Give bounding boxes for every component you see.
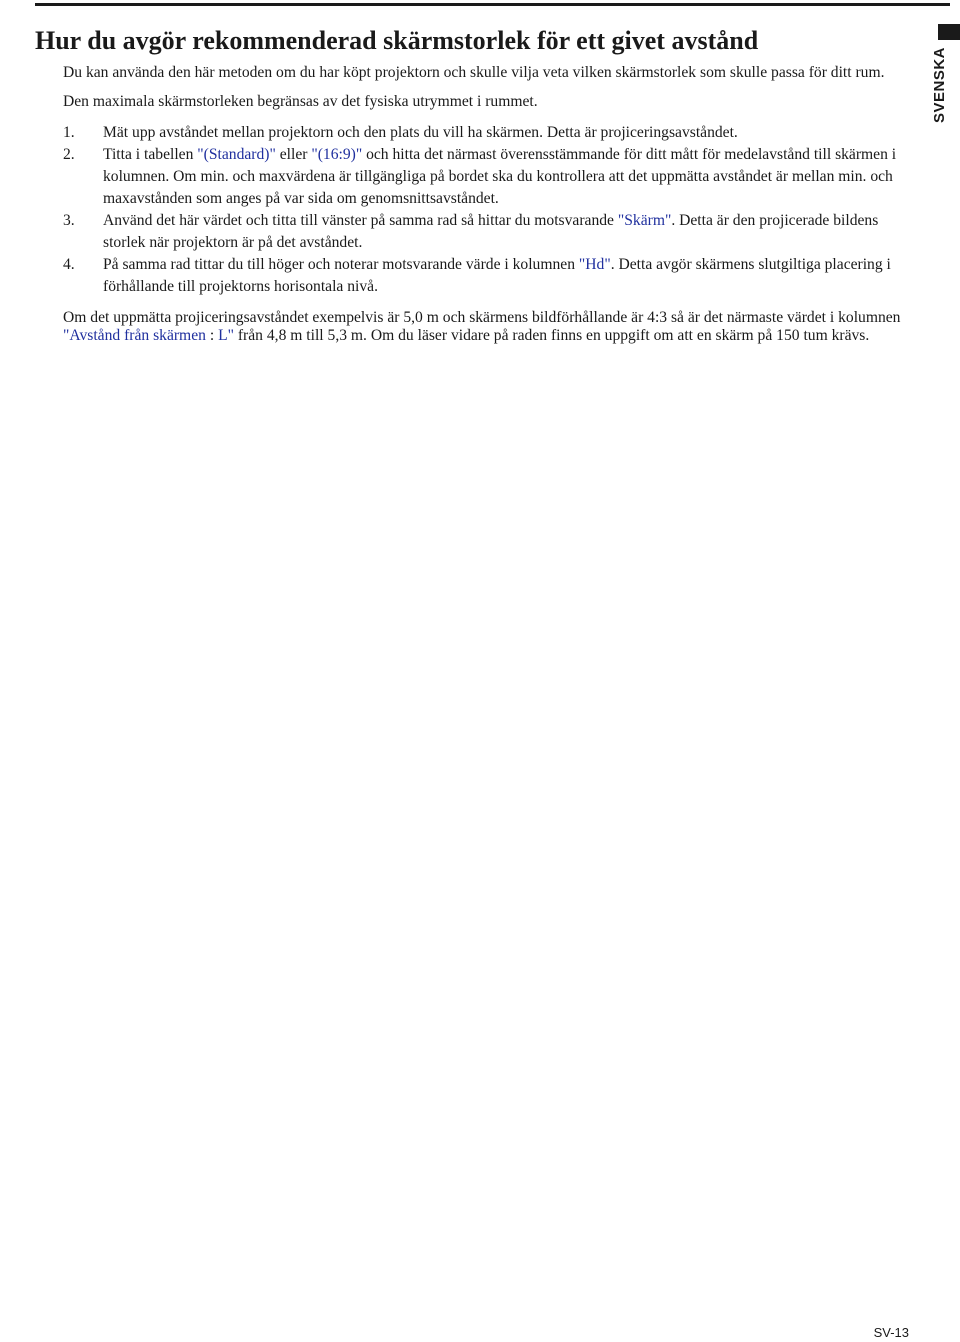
step-text: och hitta det närmast överensstämmande för ditt mått för medelavstånd till skärmen i kolumnen. Om min. och maxvärdena är tillgängliga på bordet ska du kontrollera att det uppmätta avståndet är mellan min. och maxavstånden som anges på var sida om genomsnittsavståndet. (103, 146, 897, 207)
intro-note: Den maximala skärmstorleken begränsas av det fysiska utrymmet i rummet. (63, 93, 538, 110)
column-reference-hd: "Hd" (578, 256, 611, 273)
intro-paragraph: Du kan använda den här metoden om du har köpt projektorn och skulle vilja veta vilken skärmstorlek som skulle passa för ditt rum. (63, 64, 885, 81)
language-side-label: SVENSKA (931, 46, 948, 123)
language-tab-marker (938, 24, 960, 40)
table-reference-16-9: "(16:9)" (311, 146, 363, 163)
step-text: . Detta avgör skärmens slutgiltiga placering i förhållande till projektorns horisontala nivå. (103, 256, 891, 295)
step-text: . Detta är den projicerade bildens storlek när projektorn är på det avståndet. (103, 212, 879, 251)
main-content (63, 64, 913, 345)
step-text: eller (275, 146, 312, 163)
step-item (63, 254, 913, 298)
step-item (63, 122, 913, 144)
column-reference-l: L" (218, 327, 234, 344)
example-text: Om det uppmätta projiceringsavståndet exempelvis är 5,0 m och skärmens bildförhållande är 4:3 så är det närmaste värdet i kolumnen (63, 309, 901, 326)
step-item (63, 210, 913, 254)
example-paragraph (63, 309, 913, 345)
step-text: Använd det här värdet och titta till vänster på samma rad så hittar du motsvarande (103, 212, 618, 229)
top-rule (35, 3, 950, 6)
example-text: från 4,8 m till 5,3 m. Om du läser vidare på raden finns en uppgift om att en skärm på 150 tum krävs. (233, 327, 870, 344)
steps-list (63, 122, 913, 298)
table-reference-standard: "(Standard)" (197, 146, 276, 163)
step-item (63, 144, 913, 210)
page-number: SV-13 (873, 1325, 909, 1340)
step-number: 4. (63, 256, 75, 273)
example-separator: : (205, 327, 219, 344)
column-reference-skarm: "Skärm" (617, 212, 672, 229)
step-number: 2. (63, 146, 75, 163)
page-title: Hur du avgör rekommenderad skärmstorlek för ett givet avstånd (35, 26, 759, 55)
step-text: Titta i tabellen (103, 146, 198, 163)
step-text: På samma rad tittar du till höger och noterar motsvarande värde i kolumnen (103, 256, 579, 273)
column-reference-distance: "Avstånd från skärmen (63, 327, 206, 344)
step-number: 3. (63, 212, 75, 229)
step-number: 1. (63, 124, 75, 141)
step-text: Mät upp avståndet mellan projektorn och den plats du vill ha skärmen. Detta är projiceringsavståndet. (103, 124, 738, 141)
